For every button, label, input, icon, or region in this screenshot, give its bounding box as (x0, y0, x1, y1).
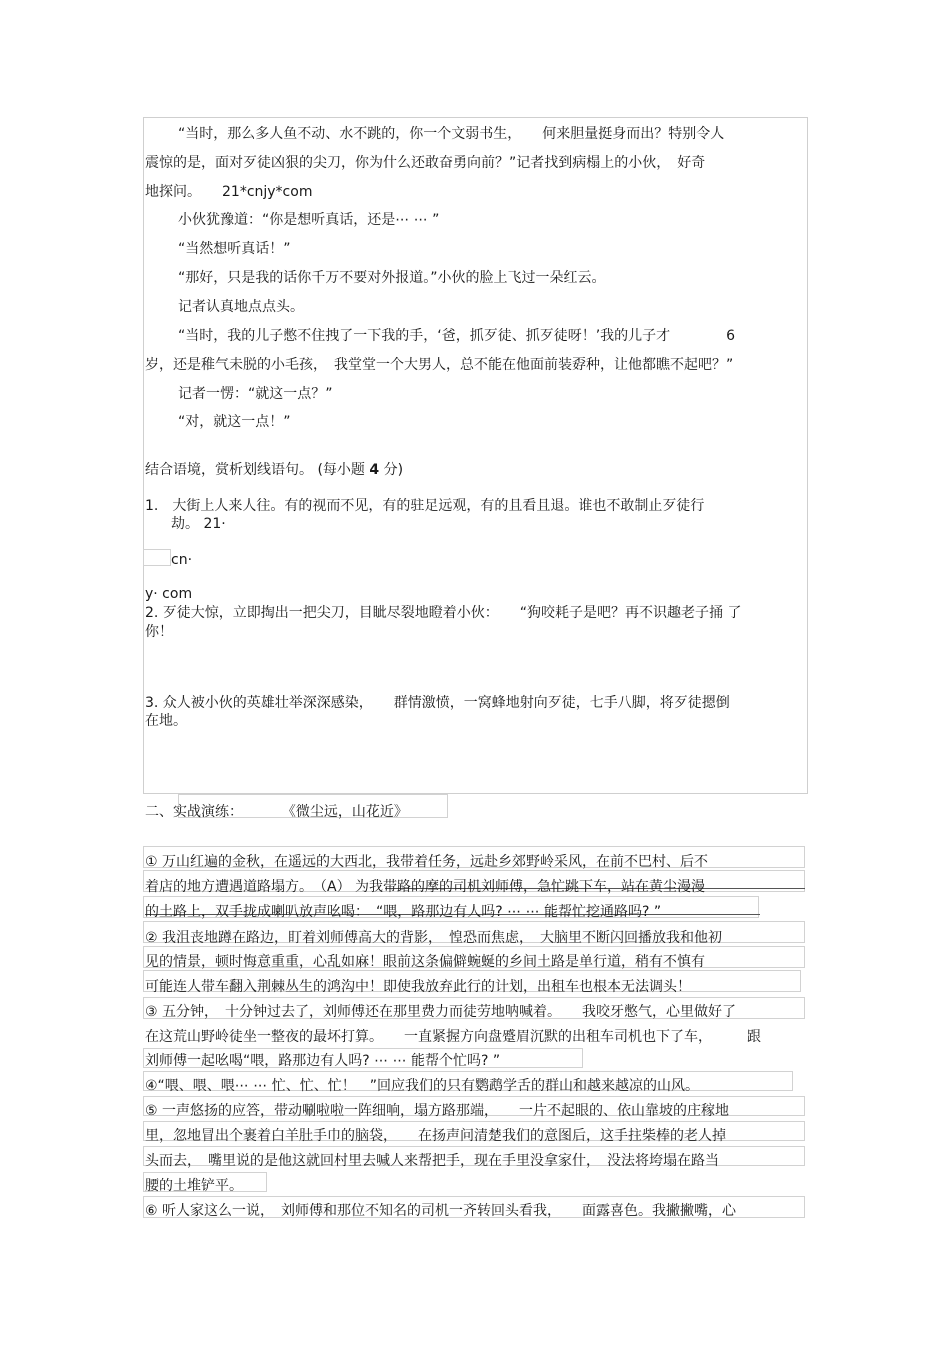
passage1-line: 震惊的是，面对歹徒凶狠的尖刀，你为什么还敢奋勇向前？”记者找到病榻上的小伙， 好奇 (145, 155, 706, 171)
section2-heading (145, 802, 408, 822)
passage1-line: 记者认真地点点头。 (178, 299, 304, 315)
question-3-line1: 3. 众人被小伙的英雄壮举深深感染， 群情激愤，一窝蜂地射向歹徒，七手八脚，将歹徒摁倒 (145, 695, 730, 711)
instruction-text: 结合语境，赏析划线语句。 (145, 462, 313, 478)
passage2-line: 里，忽地冒出个裹着白羊肚手巾的脑袋， 在扬声问清楚我们的意图后，这手拄柴棒的老人掉 (145, 1128, 726, 1144)
passage2-line: 在这荒山野岭徒坐一整夜的最坏打算。 一直紧握方向盘蹙眉沉默的出租车司机也下了车， 跟 (145, 1029, 761, 1045)
question-instruction (145, 460, 403, 480)
section2-label: 二、实战演练： (145, 804, 243, 820)
passage1-line: 地探问。 21*cnjy*com (145, 184, 313, 200)
passage2-line: 见的情景，顿时悔意重重，心乱如麻！眼前这条偏僻蜿蜒的乡间土路是单行道，稍有不慎有 (145, 954, 705, 970)
passage2-line: 可能连人带车翻入荆棘丛生的鸿沟中！即使我放弃此行的计划，出租车也根本无法调头！ (145, 979, 691, 995)
passage2-line: ② 我沮丧地蹲在路边，盯着刘师傅高大的背影， 惶恐而焦虑， 大脑里不断闪回播放我和他初 (145, 930, 722, 946)
passage2-line: 头而去， 嘴里说的是他这就回村里去喊人来帮把手，现在手里没拿家什， 没法将垮塌在路当 (145, 1153, 719, 1169)
passage2-line: ④“喂、喂、喂⋯ ⋯ 忙、忙、忙！ ”回应我们的只有鹦鹉学舌的群山和越来越凉的山风。 (145, 1078, 699, 1094)
passage2-line: ③ 五分钟， 十分钟过去了，刘师傅还在那里费力而徒劳地呐喊着。 我咬牙憋气，心里做好了 (145, 1004, 736, 1020)
question-1-line4: y· com (145, 586, 193, 602)
passage1-line: “对，就这一点！” (178, 414, 291, 430)
passage2-line: 着店的地方遭遇道路塌方。 （A） 为我带路的摩的司机刘师傅，急忙跳下车，站在黄尘漫漫 (145, 879, 706, 895)
score-note: (每小题 (317, 462, 365, 478)
passage1-line: “当时，我的儿子憋不住拽了一下我的手，‘爸，抓歹徒、抓歹徒呀！’我的儿子才 6 (178, 328, 736, 344)
passage2-line: 腰的土堆铲平。 (145, 1178, 243, 1194)
passage1-line: 小伙犹豫道：“你是想听真话，还是⋯ ⋯ ” (178, 212, 440, 228)
question-1-line2: 劫。 21· (171, 516, 226, 532)
passage1-line: 岁，还是稚气未脱的小毛孩， 我堂堂一个大男人，总不能在他面前装孬种，让他都瞧不起吧？” (145, 357, 734, 373)
blank-box (143, 549, 171, 566)
passage2-line: 刘师傅一起吆喝“喂，路那边有人吗? ⋯ ⋯ 能帮个忙吗? ” (145, 1053, 501, 1069)
passage2-line: ⑤ 一声悠扬的应答，带动唰啦啦一阵细响，塌方路那端， 一片不起眼的、依山靠坡的庄稼地 (145, 1103, 729, 1119)
passage2-line: 的土路上，双手拢成喇叭放声吆喝： “喂，路那边有人吗? ⋯ ⋯ 能帮忙挖通路吗? ” (145, 904, 662, 920)
question-2-line2: 你！ (145, 624, 173, 640)
question-1-line1: 1. 大街上人来人往。有的视而不见，有的驻足远观，有的且看且退。谁也不敢制止歹徒行 (145, 498, 705, 514)
section2-title: 《微尘远，山花近》 (281, 804, 408, 820)
passage1-line: “那好，只是我的话你千万不要对外报道。”小伙的脸上飞过一朵红云。 (178, 270, 606, 286)
passage1-line: 记者一愣：“就这一点？” (178, 386, 333, 402)
score-unit: 分) (383, 462, 404, 478)
score-number: 4 (369, 462, 380, 478)
question-3-line2: 在地。 (145, 713, 187, 729)
passage2-line: ⑥ 听人家这么一说， 刘师傅和那位不知名的司机一齐转回头看我， 面露喜色。我撇撇嘴，心 (145, 1203, 736, 1219)
passage1-line: “当然想听真话！” (178, 241, 291, 257)
question-1-line3: cn· (171, 552, 193, 568)
question-2-line1: 2. 歹徒大惊，立即掏出一把尖刀，目眦尽裂地瞪着小伙： “狗咬耗子是吧？再不识趣老子捅 了 (145, 605, 742, 621)
passage2-line: ① 万山红遍的金秋，在遥远的大西北，我带着任务，远赴乡郊野岭采风，在前不巴村、后不 (145, 854, 708, 870)
passage1-line: “当时，那么多人鱼不动、水不跳的，你一个文弱书生， 何来胆量挺身而出？特别令人 (178, 126, 725, 142)
